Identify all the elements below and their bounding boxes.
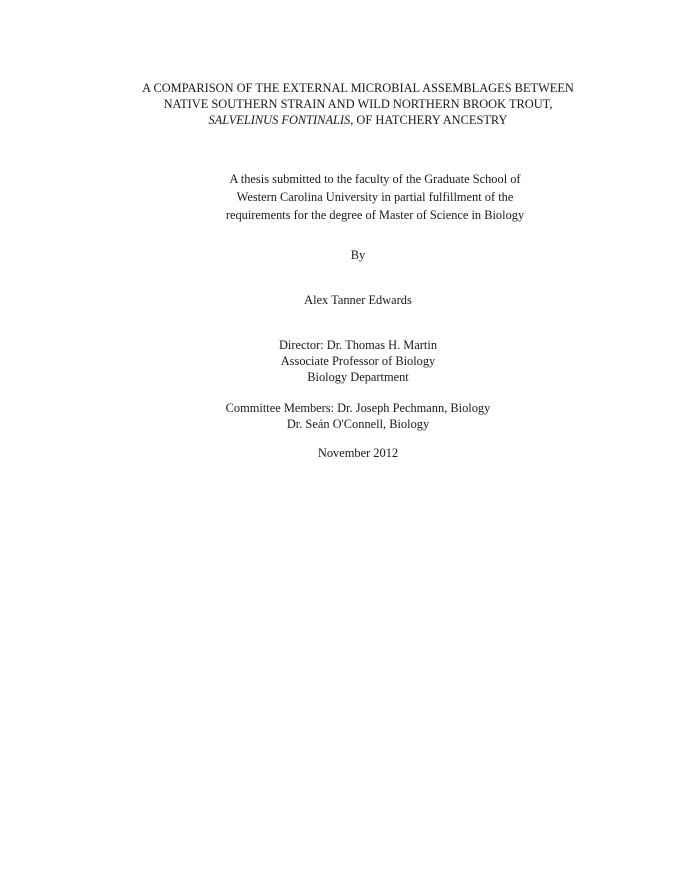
author-name: Alex Tanner Edwards xyxy=(304,293,412,307)
submission-line-1: A thesis submitted to the faculty of the Graduate School of xyxy=(229,172,521,186)
submission-date: November 2012 xyxy=(317,446,399,460)
committee-line-1: Committee Members: Dr. Joseph Pechmann, Biology xyxy=(225,401,491,415)
director-block xyxy=(0,337,676,385)
submission-statement xyxy=(0,170,676,224)
director-title: Associate Professor of Biology xyxy=(280,354,436,368)
title-line-1: A COMPARISON OF THE EXTERNAL MICROBIAL ASSEMBLAGES BETWEEN xyxy=(142,81,574,95)
director-name: Director: Dr. Thomas H. Martin xyxy=(278,338,438,352)
by-label: By xyxy=(350,248,366,262)
species-name: SALVELINUS FONTINALIS xyxy=(208,113,351,127)
committee-line-2: Dr. Seán O'Connell, Biology xyxy=(286,417,430,431)
thesis-title xyxy=(0,80,676,128)
director-department: Biology Department xyxy=(307,370,409,384)
title-line-3 xyxy=(0,112,676,128)
title-line-3-rest: , OF HATCHERY ANCESTRY xyxy=(350,113,508,127)
submission-line-3: requirements for the degree of Master of Science in Biology xyxy=(225,208,525,222)
committee-block xyxy=(0,400,676,432)
submission-line-2: Western Carolina University in partial fulfillment of the xyxy=(236,190,514,204)
title-line-2: NATIVE SOUTHERN STRAIN AND WILD NORTHERN BROOK TROUT, xyxy=(163,97,553,111)
